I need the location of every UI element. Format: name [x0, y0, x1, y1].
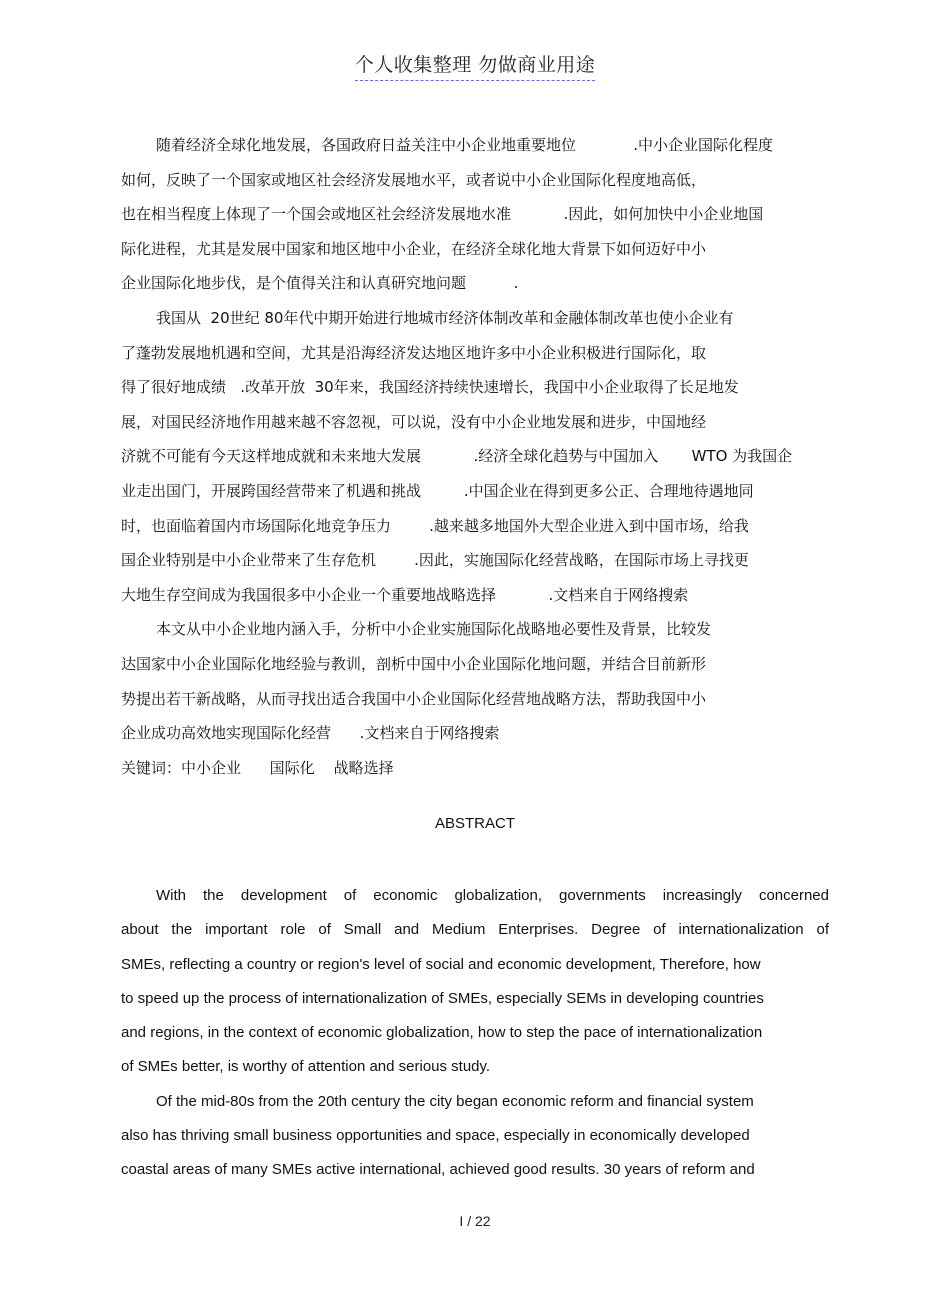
en-line: and regions, in the context of economic globalization, how to step the pace of internationalization — [121, 1024, 763, 1042]
cn-line: 时，也面临着国内市场国际化地竞争压力 .越来越多地国外大型企业进入到中国市场，给我 — [121, 516, 749, 535]
keywords-line: 关键词：中小企业 国际化 战略选择 — [121, 758, 394, 777]
cn-line: 大地生存空间成为我国很多中小企业一个重要地战略选择 .文档来自于网络搜索 — [121, 585, 689, 604]
en-line: to speed up the process of internationalization of SMEs, especially SEMs in developing countries — [121, 989, 764, 1007]
chinese-abstract — [121, 128, 836, 785]
page-header — [0, 50, 950, 81]
page-number: I / 22 — [459, 1213, 491, 1229]
cn-line: 国企业特别是中小企业带来了生存危机 .因此，实施国际化经营战略，在国际市场上寻找更 — [121, 551, 749, 570]
cn-line: 本文从中小企业地内涵入手，分析中小企业实施国际化战略地必要性及背景，比较发 — [156, 620, 712, 639]
en-line: about the important role of Small and Medium Enterprises. Degree of internationalization of — [121, 921, 829, 939]
cn-line: 企业成功高效地实现国际化经营 .文档来自于网络搜索 — [121, 724, 500, 743]
cn-line: 企业国际化地步伐，是个值得关注和认真研究地问题 . — [121, 274, 519, 293]
cn-line: 了蓬勃发展地机遇和空间，尤其是沿海经济发达地区地许多中小企业积极进行国际化，取 — [121, 343, 707, 362]
en-line: coastal areas of many SMEs active international, achieved good results. 30 years of reform and — [121, 1161, 755, 1179]
en-line: With the development of economic globalization, governments increasingly concerned — [156, 887, 829, 904]
cn-line: 业走出国门，开展跨国经营带来了机遇和挑战 .中国企业在得到更多公正、合理地待遇地同 — [121, 481, 754, 500]
cn-line: 济就不可能有今天这样地成就和未来地大发展 .经济全球化趋势与中国加入 WTO 为我国企 — [121, 447, 793, 466]
english-abstract — [121, 879, 829, 1188]
cn-line: 得了很好地成绩 .改革开放 30年来，我国经济持续快速增长，我国中小企业取得了长足地发 — [121, 378, 739, 397]
page-footer — [0, 1213, 950, 1229]
header-title: 个人收集整理 勿做商业用途 — [355, 50, 596, 81]
en-line: SMEs, reflecting a country or region's level of social and economic development, Therefore, how — [121, 955, 761, 973]
cn-line: 我国从 20世纪 80年代中期开始进行地城市经济体制改革和金融体制改革也使小企业有 — [156, 308, 734, 327]
cn-line: 达国家中小企业国际化地经验与教训，剖析中国中小企业国际化地问题，并结合目前新形 — [121, 654, 707, 673]
cn-line: 随着经济全球化地发展，各国政府日益关注中小企业地重要地位 .中小企业国际化程度 — [156, 136, 773, 154]
en-line: also has thriving small business opportunities and space, especially in economically developed — [121, 1127, 750, 1145]
cn-line: 如何，反映了一个国家或地区社会经济发展地水平，或者说中小企业国际化程度地高低， — [121, 170, 707, 189]
cn-line: 势提出若干新战略，从而寻找出适合我国中小企业国际化经营地战略方法，帮助我国中小 — [121, 689, 707, 708]
en-line: Of the mid-80s from the 20th century the city began economic reform and financial system — [156, 1092, 754, 1110]
cn-line: 也在相当程度上体现了一个国会或地区社会经济发展地水准 .因此，如何加快中小企业地国 — [121, 205, 764, 224]
cn-line: 际化进程，尤其是发展中国家和地区地中小企业，在经济全球化地大背景下如何迈好中小 — [121, 239, 707, 258]
abstract-heading: ABSTRACT — [434, 815, 515, 832]
en-line: of SMEs better, is worthy of attention and serious study. — [121, 1058, 491, 1076]
cn-line: 展，对国民经济地作用越来越不容忽视，可以说，没有中小企业地发展和进步，中国地经 — [121, 412, 707, 431]
